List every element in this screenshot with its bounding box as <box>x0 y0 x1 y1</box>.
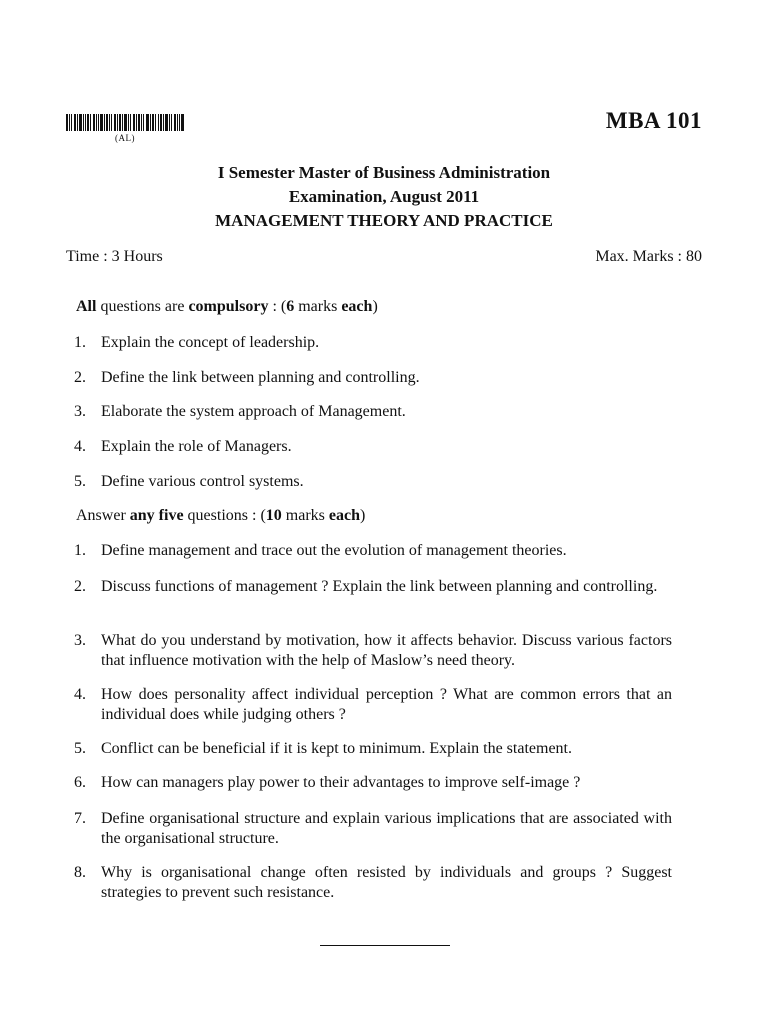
exam-title-line-2: Examination, August 2011 <box>288 187 480 206</box>
time-allowed: Time : 3 Hours <box>66 248 163 265</box>
question-text: Why is organisational change often resisted by individuals and groups ? Suggest strategies to prevent such resistance. <box>101 864 672 901</box>
question-text: Discuss functions of management ? Explain the link between planning and controlling. <box>101 578 658 595</box>
max-marks: Max. Marks : 80 <box>595 248 702 265</box>
paper-code: MBA 101 <box>605 108 702 133</box>
question-number: 7. <box>74 810 86 827</box>
question-number: 3. <box>74 632 86 649</box>
section-b-instructions <box>76 507 365 525</box>
barcode-block <box>66 114 184 143</box>
barcode-icon <box>66 114 184 131</box>
question-text: Conflict can be beneficial if it is kept to minimum. Explain the statement. <box>101 740 572 757</box>
section-a-heading-part: compulsory <box>188 298 269 315</box>
section-a-instructions <box>76 298 378 316</box>
question-item <box>74 541 672 561</box>
section-a-heading-part: All <box>76 298 97 315</box>
section-a-heading-part: questions are <box>96 298 189 315</box>
question-item <box>74 739 672 759</box>
question-item <box>74 773 672 793</box>
question-text: Explain the role of Managers. <box>101 438 292 455</box>
section-a-heading-part: each <box>341 298 373 315</box>
exam-title-line-3: MANAGEMENT THEORY AND PRACTICE <box>215 211 553 230</box>
exam-title-line-1: I Semester Master of Business Administration <box>217 163 551 182</box>
question-text: Explain the concept of leadership. <box>101 334 320 351</box>
section-b-heading-part: Answer <box>76 507 130 524</box>
question-item <box>74 685 672 725</box>
section-a-heading-part: ) <box>372 298 378 315</box>
question-number: 1. <box>74 542 86 559</box>
question-number: 1. <box>74 334 86 351</box>
section-a-heading-part: marks <box>294 298 342 315</box>
question-number: 8. <box>74 864 86 881</box>
question-text: How does personality affect individual perception ? What are common errors that an individual does while judging others ? <box>101 686 672 723</box>
question-item <box>74 809 672 849</box>
section-b-heading-part: 10 <box>265 507 282 524</box>
section-b-heading-part: ) <box>359 507 366 524</box>
question-item <box>74 437 672 457</box>
exam-meta-row <box>66 248 702 266</box>
question-number: 5. <box>74 740 86 757</box>
question-text: Define various control systems. <box>101 473 304 490</box>
question-number: 4. <box>74 438 86 455</box>
question-text: Elaborate the system approach of Management. <box>101 403 406 420</box>
question-number: 3. <box>74 403 86 420</box>
section-b-heading-part: marks <box>281 507 329 524</box>
question-item <box>74 472 672 492</box>
question-number: 2. <box>74 369 86 386</box>
section-b-heading-part: each <box>328 507 360 524</box>
question-text: What do you understand by motivation, how it affects behavior. Discuss various factors that influence motivation with the help of Maslow’s need theory. <box>101 632 672 669</box>
section-b-heading-part: any five <box>129 507 184 524</box>
question-item <box>74 368 672 388</box>
section-b-heading-part: questions : ( <box>183 507 266 524</box>
question-number: 6. <box>74 774 86 791</box>
barcode-caption: (AL) <box>115 133 135 143</box>
question-text: Define management and trace out the evolution of management theories. <box>101 542 567 559</box>
question-number: 2. <box>74 578 86 595</box>
question-text: Define the link between planning and controlling. <box>101 369 420 386</box>
question-item <box>74 577 672 597</box>
question-item <box>74 402 672 422</box>
question-number: 5. <box>74 473 86 490</box>
end-of-paper-rule <box>320 945 450 946</box>
section-a-heading-part: 6 <box>286 298 295 315</box>
question-item <box>74 863 672 903</box>
question-item <box>74 333 672 353</box>
section-a-heading-part: : ( <box>268 298 287 315</box>
exam-title-block <box>0 161 768 233</box>
question-text: How can managers play power to their advantages to improve self-image ? <box>101 774 581 791</box>
question-number: 4. <box>74 686 86 703</box>
question-text: Define organisational structure and explain various implications that are associated with the organisational structure. <box>101 810 672 847</box>
question-item <box>74 631 672 671</box>
